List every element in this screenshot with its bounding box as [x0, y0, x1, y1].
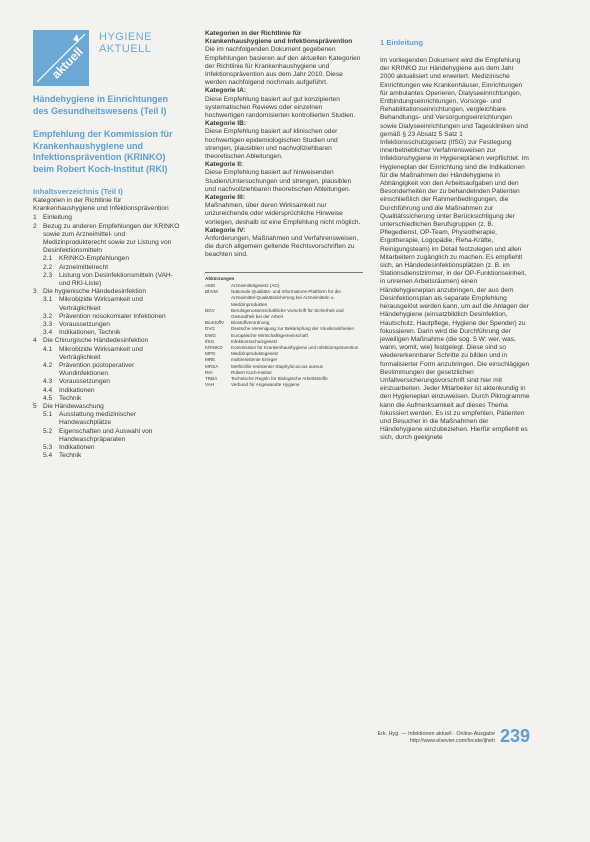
toc-item-text: Prävention postoperativer Wundinfektionen [59, 362, 135, 378]
footer-line1: Erk. Hyg. — Infektionen aktuell · Online-Ausgabe [377, 731, 495, 737]
abbreviation-key: DVG [205, 326, 215, 332]
section-title: 1 Einleitung [380, 38, 424, 47]
category-text: Diese Empfehlung basiert auf hinweisenden Studien/Untersuchungen und strengen, plausiblen und nachvollziehbaren theoretischen Ableitungen. [205, 169, 352, 193]
toc-item-text: Arzneimittelrecht [59, 263, 109, 271]
toc-item-number: 4.5 [43, 394, 53, 402]
toc-item-text: Voraussetzungen [59, 321, 110, 329]
toc-item [33, 378, 183, 386]
toc-item-number: 3.3 [43, 321, 53, 329]
abbreviation-value: Kommission für Krankenhaushygiene und Infektionsprävention [231, 344, 359, 350]
toc-item-number: 5.3 [43, 444, 53, 452]
abbreviation-row [205, 308, 363, 320]
toc-item-text: Mikrobizide Wirksamkeit und Verträglichkeit [59, 296, 143, 312]
abbreviation-key: AMG [205, 282, 216, 288]
toc-item-number: 5.2 [43, 427, 53, 435]
footer-url: http://www.elsevier.com/locate/ijheh [409, 738, 495, 744]
toc-item [33, 362, 183, 378]
toc-item [33, 264, 183, 272]
toc-item [33, 255, 183, 263]
abbreviations-box [205, 272, 363, 389]
abbreviation-value: Deutsche Vereinigung zur Bekämpfung der Viruskrankheiten [231, 326, 354, 332]
toc-title: Inhaltsverzeichnis (Teil I) [33, 187, 123, 196]
journal-name-line1: HYGIENE [99, 31, 153, 43]
toc-item [33, 411, 183, 427]
categories-list [205, 87, 363, 259]
toc-item-number: 4.3 [43, 378, 53, 386]
toc-item-text: Bezug zu anderen Empfehlungen der KRINKO sowie zum Arzneimittel- und Medizinprodukterecht sowie zur Listung von Desinfektionsmitteln [43, 222, 180, 255]
toc-item-number: 3.2 [43, 312, 53, 320]
abbreviation-value: multiresistente Erreger [231, 357, 278, 363]
abbreviations-list [205, 283, 363, 388]
categories-heading: Kategorien in der Richtlinie für Krankenhaushygiene und Infektionsprävention [205, 30, 353, 46]
toc-item [33, 329, 183, 337]
toc-item-number: 5.1 [43, 411, 53, 419]
toc-item-text: KRINKO-Empfehlungen [59, 255, 130, 263]
abbreviation-key: MRE [205, 357, 216, 363]
article-title: Händehygiene in Einrichtungen des Gesundheitswesens (Teil I) [33, 94, 169, 116]
toc-item [33, 321, 183, 329]
toc-item-number: 2 [33, 222, 37, 230]
category-text: Maßnahmen, über deren Wirksamkeit nur unzureichende oder widersprüchliche Hinweise vorliegen, deshalb ist eine Empfehlung nicht möglich. [205, 202, 361, 226]
toc-item [33, 452, 183, 460]
category-label: Kategorie II: [205, 161, 244, 169]
abbreviation-value: Biostoffverordnung [231, 320, 270, 326]
abbreviation-key: VAH [205, 382, 215, 388]
toc-item-text: Technik [59, 452, 82, 460]
toc-item-text: Technik [59, 394, 82, 402]
categories-intro: Die im nachfolgenden Dokument gegebenen Empfehlungen basieren auf den aktuellen Kategorien der Richtlinie für Krankenhaushygiene und Infektionsprävention aus dem Jahr 2010. Diese werden nachfolgend nochmals aufgeführt. [205, 46, 361, 87]
toc-item-text: Die Chirurgische Händedesinfektion [43, 337, 149, 345]
abbreviation-value: Europäische Wirtschaftsgemeinschaft [231, 332, 308, 338]
abbreviation-value: Methicillin-resistenter Staphylococcus aureus [231, 363, 323, 369]
abbreviation-key: TRBA [205, 375, 218, 381]
article-subtitle: Empfehlung der Kommission für Krankenhaushygiene und Infektionsprävention (KRINKO) beim Robert Koch-Institut (RKI) [33, 129, 173, 174]
abbreviation-value: Berufsgenossenschaftliche Vorschrift für Sicherheit und Gesundheit bei der Arbeit [231, 307, 344, 319]
toc-item-number: 1 [33, 214, 37, 222]
abbreviation-row [205, 289, 363, 308]
category-label: Kategorie IV: [205, 226, 246, 234]
column-left [33, 30, 183, 461]
category-label: Kategorie III: [205, 194, 245, 202]
column-middle [205, 30, 363, 388]
toc-list [33, 214, 183, 460]
toc-item-text: Listung von Desinfektionsmitteln (VAH- und RKI-Liste) [59, 271, 173, 288]
abbreviation-key: KRINKO [205, 344, 223, 350]
toc-item-text: Indikationen, Technik [59, 329, 121, 337]
toc-item [33, 337, 183, 345]
journal-logo [33, 30, 183, 88]
toc-item-number: 4.1 [43, 345, 53, 353]
abbreviation-row [205, 382, 363, 388]
aktuell-badge-icon [33, 30, 89, 86]
abbreviation-key: IfSG [205, 338, 215, 344]
category-text: Anforderungen, Maßnahmen und Verfahrensweisen, die durch allgemein geltende Rechtsvorschriften zu beachten sind. [205, 235, 359, 259]
abbreviation-value: Medizinproduktegesetz [231, 351, 279, 357]
toc-item [33, 214, 183, 222]
footer-citation [345, 731, 495, 745]
toc-item [33, 395, 183, 403]
toc-item [33, 346, 183, 362]
toc-item-number: 4.2 [43, 362, 53, 370]
badge-text: aktuell [48, 44, 86, 82]
toc-item-text: Mikrobizide Wirksamkeit und Verträglichkeit [59, 345, 143, 361]
toc-item-number: 5.4 [43, 452, 53, 460]
toc-item-number: 2.3 [43, 271, 53, 279]
toc-item-text: Die hygienische Händedesinfektion [43, 288, 147, 296]
abbreviation-key: MRSA [205, 363, 219, 369]
category-label: Kategorie IB: [205, 120, 247, 128]
abbreviation-key: RKI [205, 369, 213, 375]
toc-item [33, 444, 183, 452]
journal-name-line2: AKTUELL [99, 43, 152, 55]
toc-item-text: Ausstattung medizinischer Handwaschplätze [59, 411, 136, 427]
section-body: Im vorliegenden Dokument wird die Empfehlung der KRINKO zur Händehygiene aus dem Jahr 2000 aktualisiert und erweitert. Medizinische Einrichtungen wie Krankenhäuser, Einrichtungen für ambulantes Operieren, Dialyseeinrichtungen, Entbindungseinrichtungen, Vorsorge- und Rehabilitationseinrichtungen, vergleichbare Behandlungs- und Versorgungseinrichtungen sowie Dialyseeinrichtungen und Tageskliniken sind gemäß § 23 Absatz 5 Satz 1 Infektionsschutzgesetz (IfSG) zur Festlegung innerbetrieblicher Verfahrensweisen zur Infektionshygiene in Hygieneplänen verpflichtet. Im Hygieneplan der Einrichtung sind die Indikationen für die Maßnahmen der Händehygiene in Abhängigkeit von den Arbeitsaufgaben und den Besonderheiten der zu behandelnden Patienten einschließlich der Rahmenbedingungen, die Durchführung und die Maßnahmen zur Qualitätssicherung unter Berücksichtigung der unterschiedlichen Berufsgruppen (z. B. Pflegedienst, OP-Team, Physiotherapie, Ergotherapie, Logopädie, Reha-Kräfte, Reinigungsteam) im Detail festzulegen und allen Mitarbeitern zugänglich zu machen. Es empfiehlt sich, an Händedesinfektionsplätzen (z. B. im Stationsdienstzimmer, in der OP-Funktionseinheit, in unreinen Arbeitsräumen) einen Händehygieneplan anzubringen, der aus dem Desinfektionsplan als separate Empfehlung herausgelöst werden kann, um auf die Anlagen der Händehygiene (einsatzbildlich Desinfektion, Hautschutz, Hautpflege, Hygiene der Spender) zu fokussieren. Darin wird die Durchführung der jeweiligen Maßnahme (die sog. 5 W: wer, was, wann, womit, wie) festgelegt. Diese sind so wiedererkennbarer Schritte zu bilden und in formalisierter Form anzubringen. Die einschlägigen Bestimmungen der gesetzlichen Unfallversicherungsvorschrift sind hier mit einzuarbeiten. Jeder Mitarbeiter ist aktenkundig in den Hygieneplan einzuweisen. Durch Piktogramme kann die Aufmerksamkeit auf dieses Thema fokussiert werden. Es ist zu empfehlen, Patienten und Besucher in die Maßnahmen der Händehygiene einzubeziehen. Hierfür empfiehlt es sich, durch geeignete [380, 57, 530, 442]
category-text: Diese Empfehlung basiert auf gut konzipierten systematischen Reviews oder einzelnen hochwertigen randomisierten kontrollierten Studien. [205, 95, 356, 120]
column-right [380, 30, 530, 443]
abbreviation-key: BfArM [205, 289, 218, 295]
abbreviation-value: Robert Koch-Institut [231, 369, 272, 375]
abbreviation-value: Infektionsschutzgesetz [231, 338, 278, 344]
toc-intro: Kategorien in der Richtlinie für Krankenhaushygiene und Infektionsprävention [33, 197, 169, 213]
page-number: 239 [500, 726, 531, 746]
abbreviation-key: BGV [205, 307, 215, 313]
abbreviation-value: Arzneimittelgesetz (AG) [231, 282, 280, 288]
toc-item-text: Voraussetzungen [59, 378, 110, 386]
toc-item [33, 428, 183, 444]
category-label: Kategorie IA: [205, 87, 247, 95]
toc-item [33, 387, 183, 395]
toc-item [33, 288, 183, 296]
toc-item-number: 3.1 [43, 296, 53, 304]
toc-item-text: Die Händewaschung [43, 403, 104, 411]
toc-item-number: 2.1 [43, 255, 53, 263]
abbreviation-value: Verbund für Angewandte Hygiene [231, 382, 300, 388]
toc-item [33, 403, 183, 411]
toc-item-number: 4 [33, 337, 37, 345]
toc-item-number: 4.4 [43, 386, 53, 394]
toc-item-text: Indikationen [59, 386, 95, 394]
abbreviation-key: MPG [205, 351, 216, 357]
abbreviation-key: EWG [205, 332, 216, 338]
abbreviation-key: BioStoffV [205, 320, 225, 326]
abbreviation-value: Technische Regeln für Biologische Arbeitsstoffe [231, 375, 328, 381]
abbreviation-value: Nationale Qualitäts- und Informations-Plattform für die Arzneimittel-Qualitätssicherung bei Arzneimitteln u. Medizinprodukten [231, 289, 341, 307]
toc-item-text: Prävention nosokomialer Infektionen [59, 312, 166, 320]
toc-item [33, 313, 183, 321]
toc-item [33, 272, 183, 288]
journal-name [99, 32, 152, 56]
toc-item-number: 2.2 [43, 263, 53, 271]
toc-item-text: Eigenschaften und Auswahl von Handwaschpräparaten [59, 427, 153, 443]
toc-item-text: Einleitung [43, 214, 72, 222]
toc-item [33, 223, 183, 256]
toc-item [33, 296, 183, 312]
toc-item-number: 3 [33, 288, 37, 296]
toc-item-number: 5 [33, 403, 37, 411]
toc-item-text: Indikationen [59, 444, 95, 452]
toc-item-number: 3.4 [43, 329, 53, 337]
abbreviations-title: Abkürzungen [205, 275, 235, 281]
category-text: Diese Empfehlung basiert auf klinischen oder hochwertigen epidemiologischen Studien und strengen, plausiblen und nachvollziehbaren theoretischen Ableitungen. [205, 128, 338, 161]
